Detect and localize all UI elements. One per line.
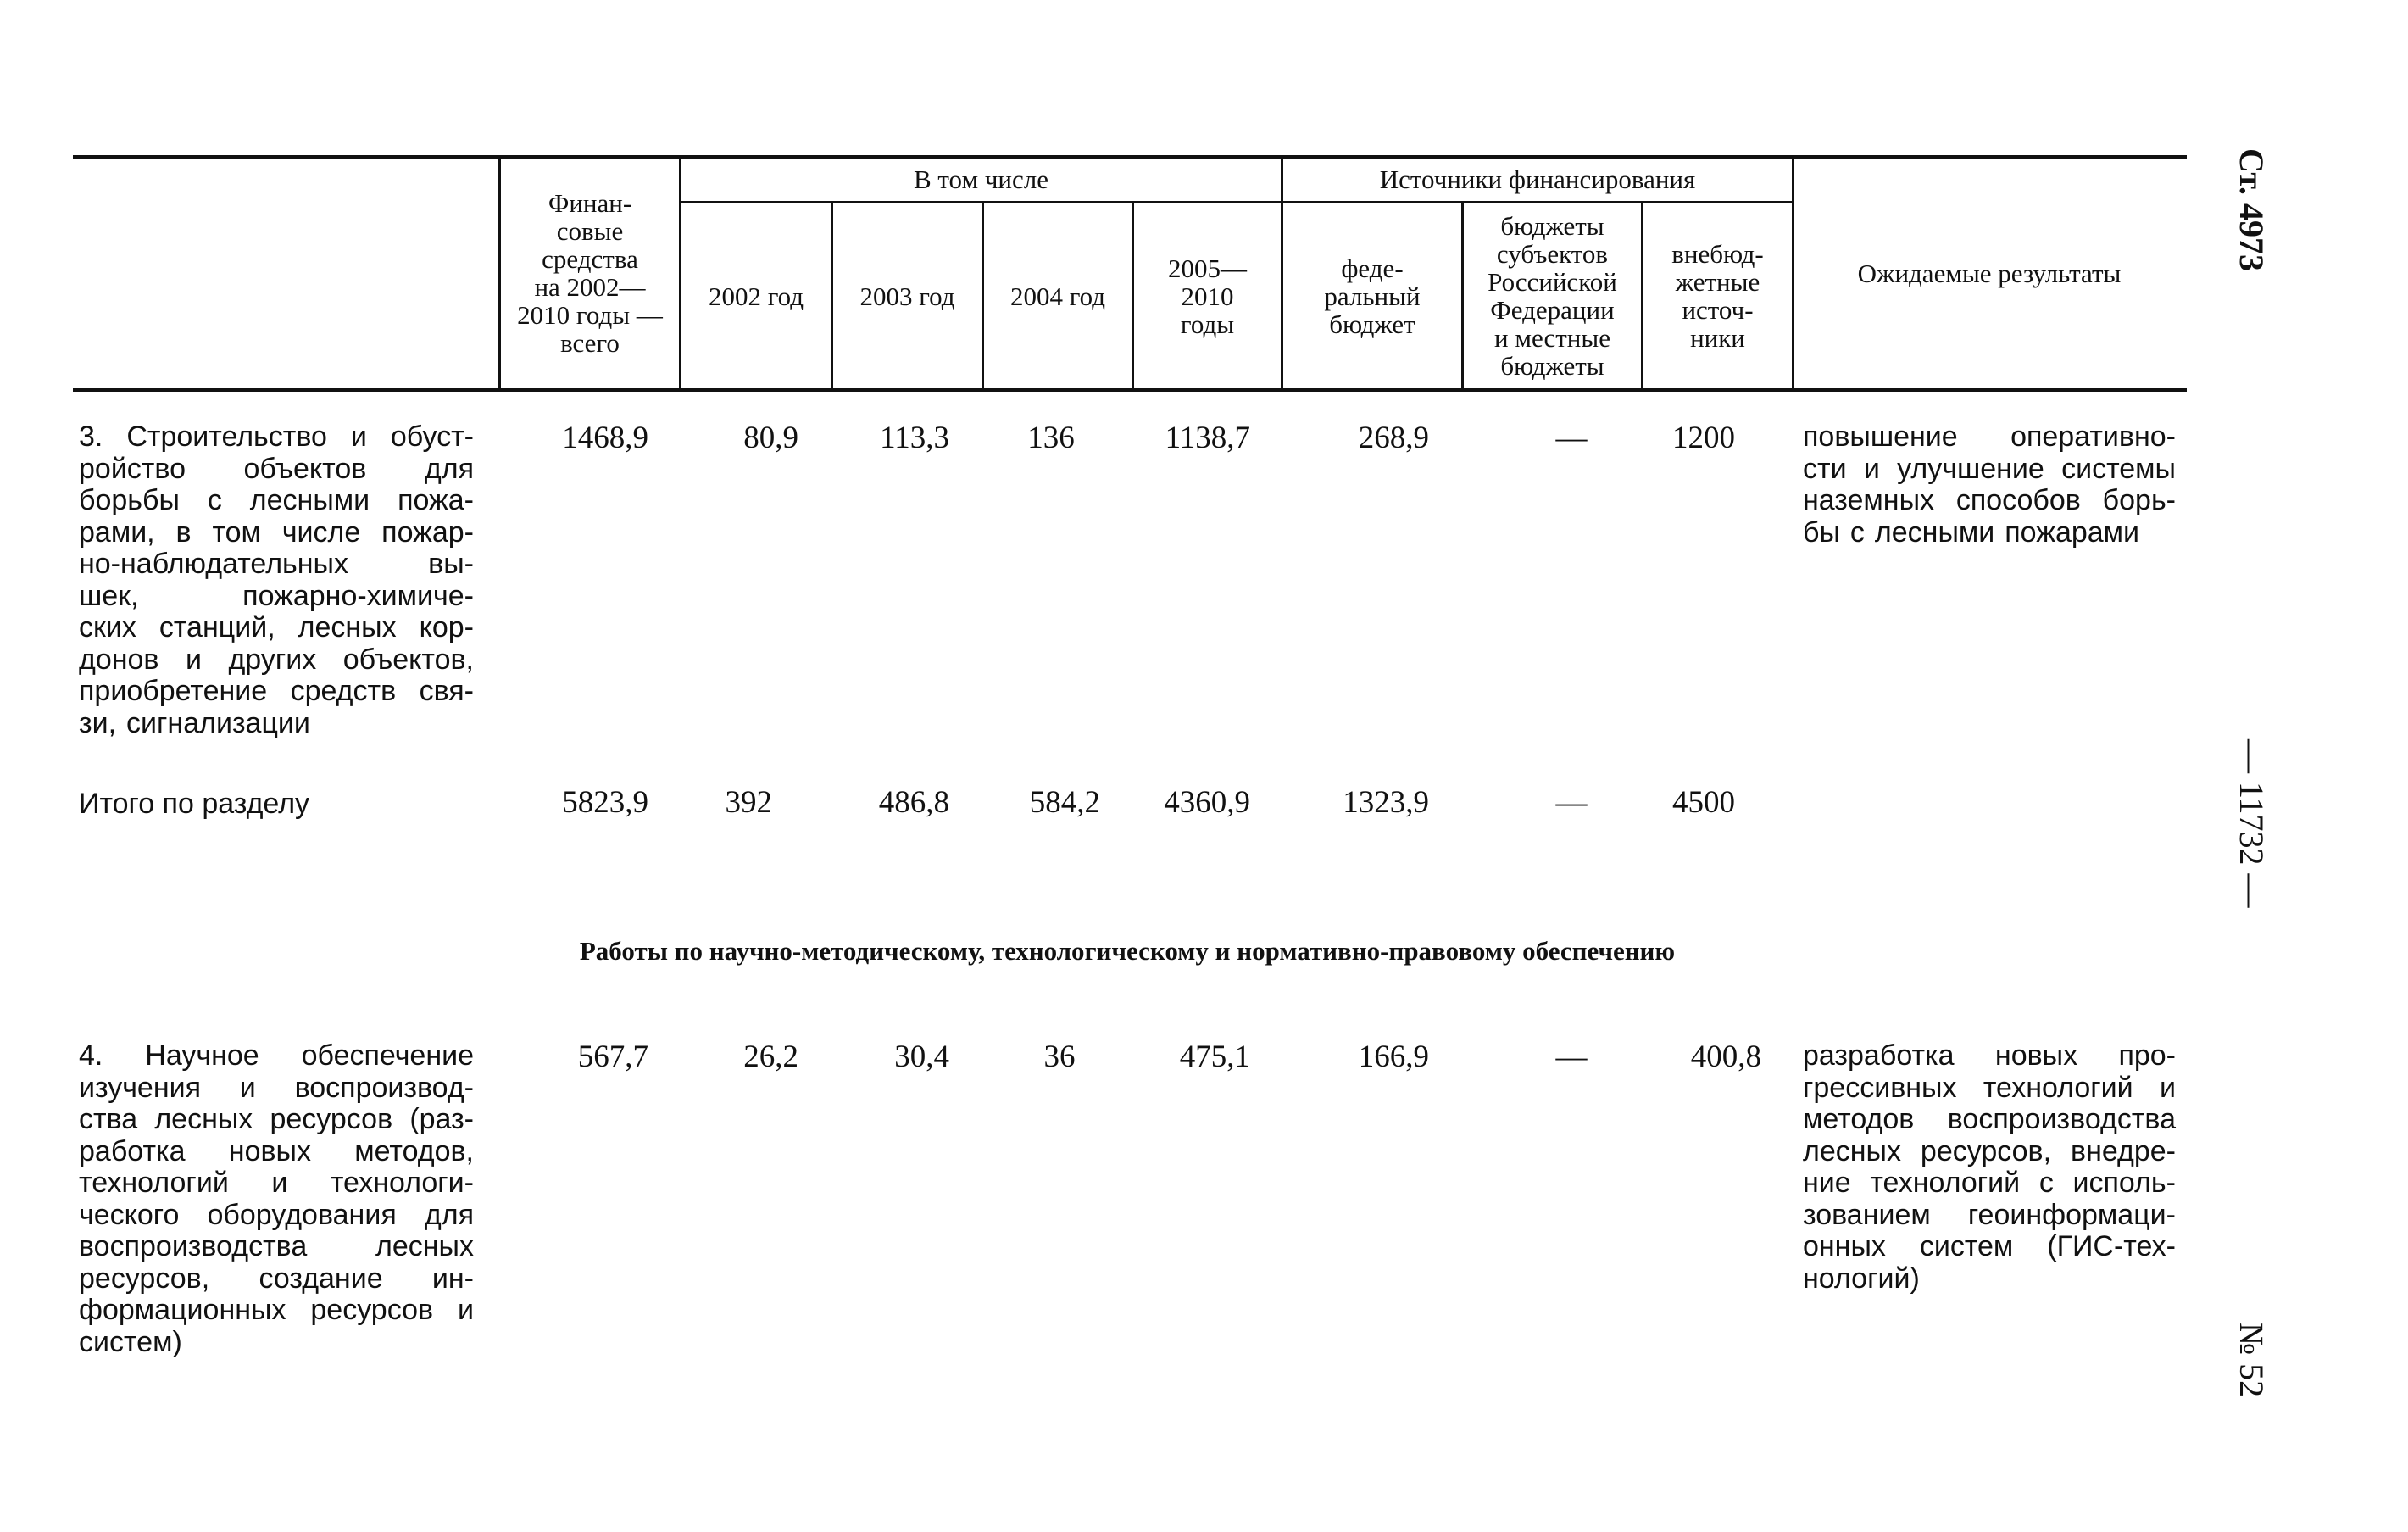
header-line: бюджеты — [1500, 351, 1604, 381]
cell-regional: — — [1555, 421, 1588, 455]
header-line: всего — [560, 328, 620, 358]
word: новых — [228, 1134, 311, 1167]
header-line: 2005— — [1168, 253, 1247, 283]
text-line — [79, 1231, 474, 1263]
word: и — [185, 643, 202, 676]
text-line — [79, 644, 474, 677]
word: технологий — [1983, 1071, 2133, 1104]
word: онных — [1803, 1230, 1886, 1262]
word: ства — [79, 1103, 138, 1135]
word: системы — [2061, 452, 2176, 485]
word: ресурсов — [310, 1294, 434, 1326]
word: ние — [1803, 1167, 1851, 1199]
header-line: 2010 годы — — [517, 300, 663, 330]
word: борь- — [2102, 484, 2176, 516]
word: ройство — [79, 452, 186, 485]
header-line: и местные — [1494, 323, 1610, 353]
word: бы — [1803, 515, 1840, 549]
word: ресурсов, — [79, 1262, 210, 1295]
word: лесными — [1874, 515, 1995, 549]
word: технологий — [1870, 1167, 2021, 1199]
text-line — [79, 485, 474, 517]
word: технологи- — [330, 1167, 474, 1199]
text-line — [79, 1295, 474, 1327]
header-years-2005-2010 — [1134, 203, 1281, 388]
header-line: Федерации — [1490, 295, 1615, 325]
word: станций, — [158, 611, 275, 643]
word: изучения — [79, 1071, 202, 1104]
word: борьбы — [79, 484, 180, 516]
cell-2004: 36 — [1043, 1039, 1076, 1074]
header-label: В том числе — [913, 164, 1048, 194]
word: и — [458, 1294, 474, 1326]
word: нологий) — [1803, 1262, 1920, 1295]
word: пожарами — [2005, 515, 2140, 549]
word: лесных — [154, 1103, 253, 1135]
word: разработка — [1803, 1039, 1955, 1072]
word: 4. — [79, 1039, 103, 1072]
text-line — [79, 1263, 474, 1295]
word: систем) — [79, 1325, 182, 1358]
word: вы- — [428, 548, 474, 580]
word: (раз- — [409, 1103, 474, 1135]
page-reference: Ст. 4973 — [2233, 148, 2271, 271]
word: лесных — [298, 611, 397, 643]
header-line: жетные — [1675, 267, 1760, 297]
word: оборудования — [207, 1198, 397, 1231]
word: создание — [259, 1262, 383, 1295]
word: оперативно- — [2010, 421, 2176, 453]
header-line: бюджеты — [1500, 211, 1604, 241]
cell-extrabudget: 400,8 — [1690, 1039, 1761, 1074]
word: повышение — [1803, 421, 1958, 453]
cell-regional: — — [1555, 1039, 1588, 1074]
text-line — [79, 517, 474, 549]
header-label: Источники финансирования — [1379, 164, 1696, 194]
word: способов — [1955, 484, 2081, 516]
header-line: средства — [542, 244, 638, 274]
text-line — [79, 1200, 474, 1232]
word: работка — [79, 1134, 186, 1167]
word: других — [228, 643, 317, 676]
text-line — [1803, 454, 2176, 486]
header-federal-budget — [1283, 203, 1461, 388]
word: методов — [1803, 1103, 1915, 1135]
text-line — [1803, 517, 2176, 549]
word: объектов, — [342, 643, 474, 676]
word: донов — [79, 643, 159, 676]
word: новых — [1994, 1039, 2078, 1072]
word: ресурсов, — [1920, 1134, 2052, 1167]
section-title: Работы по научно-методическому, технологическому и нормативно-правовому обеспечению — [579, 936, 1676, 966]
text-line — [79, 454, 474, 486]
word: пожарно-химиче- — [242, 579, 474, 612]
word: Научное — [145, 1039, 259, 1072]
word: в — [175, 515, 192, 549]
text-line — [1803, 1040, 2176, 1072]
header-year-2004 — [984, 203, 1132, 388]
cell-2005-2010: 4360,9 — [1164, 785, 1250, 820]
word: с — [207, 484, 222, 516]
header-line: Российской — [1488, 267, 1617, 297]
document-number: — 11732 — — [2233, 739, 2271, 908]
cell-2002: 80,9 — [743, 421, 798, 455]
header-line: совые — [556, 216, 624, 246]
word: рами, — [79, 515, 155, 549]
word: и — [271, 1167, 288, 1199]
header-line: ральный — [1324, 281, 1421, 311]
header-regional-budgets — [1464, 203, 1641, 388]
text-line — [79, 1072, 474, 1105]
word: ческого — [79, 1198, 180, 1231]
row-description — [79, 421, 474, 739]
word: числе — [281, 515, 361, 549]
header-label: 2004 год — [1009, 281, 1106, 311]
text-line — [79, 1040, 474, 1072]
text-line — [1803, 1231, 2176, 1263]
word: систем — [1919, 1230, 2014, 1262]
word: Строительство — [126, 421, 327, 453]
word: зованием — [1803, 1198, 1931, 1231]
word: шек, — [79, 579, 139, 612]
text-line — [79, 708, 474, 740]
word: исполь- — [2072, 1167, 2176, 1199]
header-line: феде- — [1341, 253, 1404, 283]
header-year-2002 — [681, 203, 831, 388]
text-line — [79, 549, 474, 581]
cell-extrabudget: 4500 — [1672, 785, 1735, 820]
word: обуст- — [390, 421, 474, 453]
header-extrabudgetary — [1643, 203, 1792, 388]
word: воспроизвод- — [294, 1071, 474, 1104]
word: с — [2038, 1167, 2054, 1199]
text-line — [1803, 421, 2176, 454]
word: пожар- — [381, 515, 474, 549]
word: сигнализации — [126, 706, 310, 739]
text-line — [79, 1136, 474, 1168]
word: ресурсов — [270, 1103, 393, 1135]
text-line — [79, 676, 474, 708]
word: воспроизводства — [79, 1230, 308, 1262]
row-result — [1803, 421, 2176, 549]
header-line: Финан- — [548, 188, 632, 218]
word: объектов — [243, 452, 367, 485]
header-line: бюджет — [1329, 309, 1415, 339]
header-year-2003 — [833, 203, 982, 388]
word: обеспечение — [301, 1039, 474, 1072]
text-line — [79, 612, 474, 644]
word: зи, — [79, 706, 117, 739]
cell-2005-2010: 1138,7 — [1165, 421, 1250, 455]
word: про- — [2118, 1039, 2176, 1072]
word: методов, — [354, 1134, 474, 1167]
header-line: 2010 — [1181, 281, 1234, 311]
text-line — [79, 421, 474, 454]
word: формационных — [79, 1294, 286, 1326]
word: геоинформаци- — [1967, 1198, 2176, 1231]
word: внедре- — [2071, 1134, 2176, 1167]
cell-2003: 113,3 — [880, 421, 949, 455]
word: улучшение — [1897, 452, 2044, 485]
cell-regional: — — [1555, 785, 1588, 820]
issue-number: № 52 — [2233, 1323, 2271, 1398]
header-line: ники — [1690, 323, 1745, 353]
header-group-years — [681, 158, 1281, 201]
word: средств — [290, 675, 397, 707]
cell-federal: 166,9 — [1358, 1039, 1429, 1074]
word: и — [350, 421, 367, 453]
word: наземных — [1803, 484, 1935, 516]
header-line: годы — [1180, 309, 1235, 339]
text-line — [1803, 1200, 2176, 1232]
text-line — [79, 1327, 474, 1359]
text-line — [1803, 1167, 2176, 1200]
text-line — [79, 1104, 474, 1136]
header-group-sources — [1283, 158, 1792, 201]
word: ин- — [431, 1262, 474, 1295]
text-line — [1803, 1136, 2176, 1168]
word: но-наблюдательных — [79, 548, 348, 580]
word: и — [2160, 1071, 2176, 1104]
text-line — [79, 581, 474, 613]
header-line: внебюд- — [1671, 239, 1764, 269]
cell-total: 5823,9 — [562, 785, 648, 820]
cell-2002: 392 — [725, 785, 772, 820]
word: кор- — [419, 611, 474, 643]
text-line — [79, 1167, 474, 1200]
word: лесных — [1803, 1134, 1901, 1167]
header-total-funds — [501, 158, 679, 388]
text-line — [1803, 1263, 2176, 1295]
cell-2004: 584,2 — [1029, 785, 1100, 820]
text-line — [1803, 485, 2176, 517]
cell-2004: 136 — [1027, 421, 1075, 455]
word: воспроизводства — [1947, 1103, 2176, 1135]
row-label: Итого по разделу — [79, 788, 310, 820]
cell-federal: 268,9 — [1358, 421, 1429, 455]
word: для — [424, 1198, 474, 1231]
header-line: на 2002— — [534, 272, 646, 302]
word: приобретение — [79, 675, 268, 707]
header-line: источ- — [1682, 295, 1754, 325]
row-result — [1803, 1040, 2176, 1295]
cell-2005-2010: 475,1 — [1179, 1039, 1250, 1074]
text-line — [1803, 1104, 2176, 1136]
word: с — [1849, 515, 1865, 549]
word: лесных — [375, 1230, 474, 1262]
header-label: Ожидаемые результаты — [1857, 258, 2122, 288]
word: сти — [1803, 452, 1847, 485]
word: и — [1863, 452, 1880, 485]
table-header-bottom-rule — [73, 388, 2187, 392]
word: технологий — [79, 1167, 229, 1199]
header-label: 2002 год — [708, 281, 804, 311]
word: для — [424, 452, 474, 485]
header-line: субъектов — [1496, 239, 1609, 269]
word: 3. — [79, 421, 103, 453]
word: том — [212, 515, 261, 549]
cell-2002: 26,2 — [743, 1039, 798, 1074]
header-label: 2003 год — [859, 281, 955, 311]
row-description — [79, 1040, 474, 1358]
word: и — [239, 1071, 256, 1104]
word: грессивных — [1803, 1071, 1957, 1104]
header-expected-results — [1794, 158, 2184, 388]
cell-federal: 1323,9 — [1343, 785, 1429, 820]
cell-2003: 30,4 — [894, 1039, 949, 1074]
word: свя- — [419, 675, 474, 707]
cell-total: 567,7 — [577, 1039, 648, 1074]
text-line — [1803, 1072, 2176, 1105]
cell-total: 1468,9 — [562, 421, 648, 455]
cell-2003: 486,8 — [878, 785, 949, 820]
word: пожа- — [398, 484, 474, 516]
word: ских — [79, 611, 136, 643]
cell-extrabudget: 1200 — [1672, 421, 1735, 455]
word: лесными — [249, 484, 370, 516]
word: (ГИС-тех- — [2047, 1230, 2176, 1262]
